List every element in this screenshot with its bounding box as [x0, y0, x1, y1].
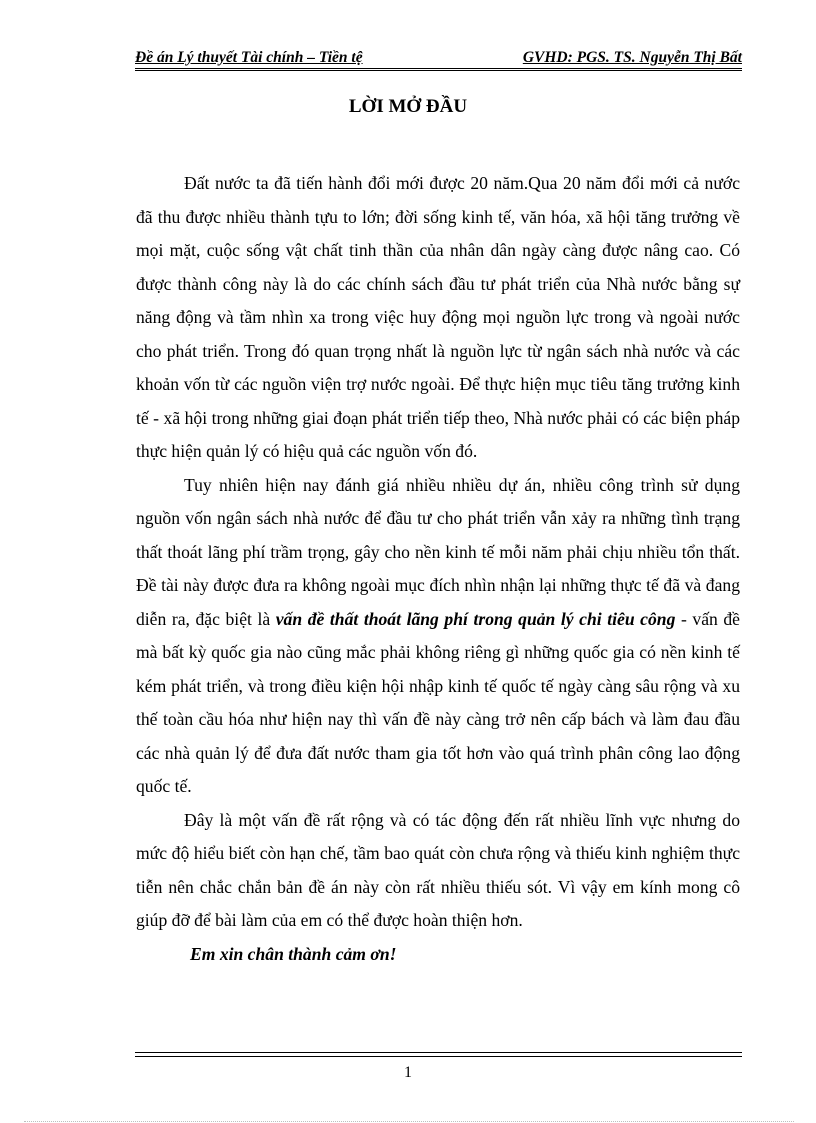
header-supervisor: GVHD: PGS. TS. Nguyễn Thị Bất [522, 49, 742, 66]
paragraph-2 [136, 469, 740, 804]
running-header [135, 46, 742, 71]
paragraph-2-lead: Tuy nhiên hiện nay đánh giá nhiều nhiều dự án, nhiều công trình sử dụng nguồn vốn ngân sách nhà nước để đầu tư cho phát triển vẫn xảy ra những tình trạng thất thoát lãng phí trầm trọng, gây cho nền kinh tế mỗi năm phải chịu nhiều tổn thất. Đề tài này được đưa ra không ngoài mục đích nhìn nhận lại những thực tế đã và đang diễn ra, đặc biệt là [136, 474, 740, 629]
closing-thanks: Em xin chân thành cảm ơn! [190, 943, 397, 964]
header-course-title: Đề án Lý thuyết Tài chính – Tiền tệ [135, 49, 363, 66]
body-text [136, 167, 740, 971]
page-title: LỜI MỞ ĐẦU [348, 96, 468, 117]
footer-divider [135, 1052, 742, 1057]
page-number: 1 [404, 1064, 412, 1081]
paragraph-2-emphasis: vấn đề thất thoát lãng phí trong quản lý chi tiêu công [275, 608, 676, 629]
paragraph-3: Đây là một vấn đề rất rộng và có tác động đến rất nhiều lĩnh vực nhưng do mức độ hiểu biết còn hạn chế, tầm bao quát còn chưa rộng và thiếu kinh nghiệm thực tiễn nên chắc chắn bản đề án này còn rất nhiều thiếu sót. Vì vậy em kính mong cô giúp đỡ để bài làm của em có thể được hoàn thiện hơn. [136, 809, 740, 930]
paragraph-1: Đất nước ta đã tiến hành đổi mới được 20 năm.Qua 20 năm đổi mới cả nước đã thu được nhiều thành tựu to lớn; đời sống kinh tế, văn hóa, xã hội tăng trưởng về mọi mặt, cuộc sống vật chất tinh thần của nhân dân ngày càng được nâng cao. Có được thành công này là do các chính sách đầu tư phát triển của Nhà nước bằng sự năng động và tầm nhìn xa trong việc huy động mọi nguồn lực trong và ngoài nước cho phát triển. Trong đó quan trọng nhất là nguồn lực từ ngân sách nhà nước và các khoản vốn từ các nguồn viện trợ nước ngoài. Để thực hiện mục tiêu tăng trưởng kinh tế - xã hội trong những giai đoạn phát triển tiếp theo, Nhà nước phải có các biện pháp thực hiện quản lý có hiệu quả các nguồn vốn đó. [136, 173, 740, 461]
paragraph-2-tail: - vấn đề mà bất kỳ quốc gia nào cũng mắc phải không riêng gì những quốc gia có nền kinh tế kém phát triển, và trong điều kiện hội nhập kinh tế quốc tế ngày càng sâu rộng và xu thế toàn cầu hóa như hiện nay thì vấn đề này càng trở nên cấp bách và làm đau đầu các nhà quản lý để đưa đất nước tham gia tốt hơn vào quá trình phân công lao động quốc tế. [136, 608, 740, 796]
page-bottom-edge [24, 1121, 794, 1122]
